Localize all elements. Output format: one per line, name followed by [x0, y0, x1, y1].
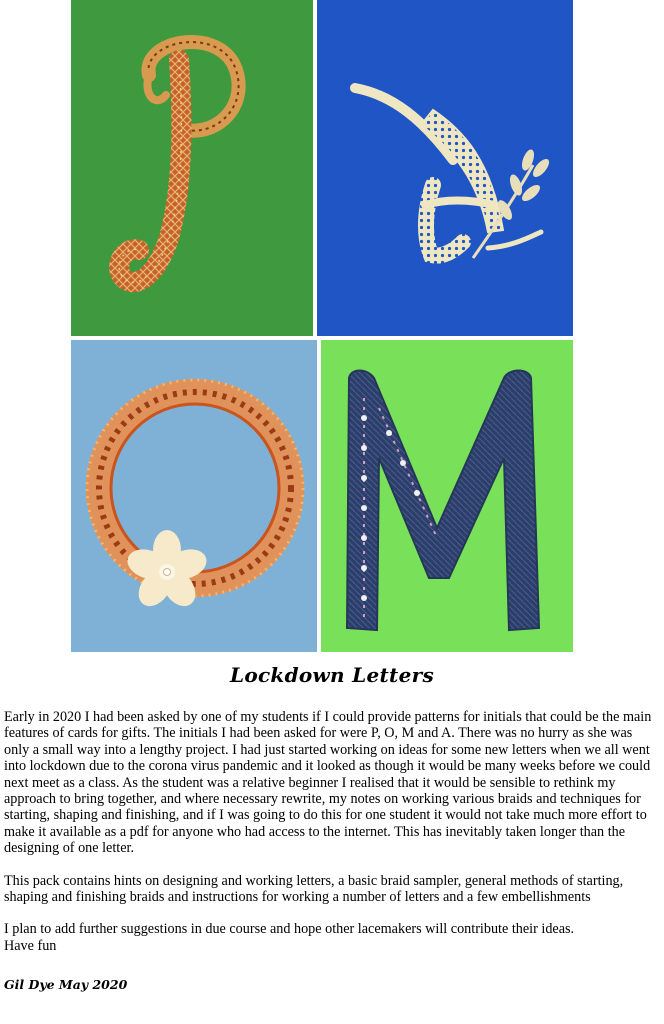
photo-divider [317, 338, 321, 652]
plans-paragraph: I plan to add further suggestions in due course and hope other lacemakers will contribute their ideas. [4, 921, 575, 938]
author-signature: Gil Dye May 2020 [4, 977, 128, 992]
photo-lace-letter-m [319, 338, 573, 652]
lace-letter-p-image [71, 0, 313, 338]
lace-letters-photo-grid [71, 0, 573, 652]
lace-letter-a-image [313, 0, 573, 338]
lace-letter-m-image [319, 338, 573, 652]
photo-divider [313, 0, 317, 338]
lace-letter-o-image [71, 338, 319, 652]
contents-paragraph: This pack contains hints on designing and working letters, a basic braid sampler, general methods of starting, shaping and finishing braids and instructions for working a number of letters and a few embellishments [4, 872, 624, 906]
closing-line: Have fun [4, 937, 57, 954]
photo-lace-letter-a [313, 0, 573, 338]
intro-text [4, 709, 660, 954]
page-title: Lockdown Letters [229, 663, 435, 687]
photo-lace-letter-o [71, 338, 319, 652]
intro-paragraph: Early in 2020 I had been asked by one of my students if I could provide patterns for initials that could be the main features of cards for gifts. The initials I had been asked for were P, O, M and A. There was no hurry as she was only a small way into a lengthy project. I had just started working on ideas for some new letters when we all went into lockdown due to the corona virus pandemic and it looked as though it would be many weeks before we could next meet as a class. As the student was a relative beginner I realised that it would be sensible to rethink my approach to bring together, and where necessary rewrite, my notes on working various braids and techniques for starting, shaping and finishing, and if I was going to do this for one student it would not take much more effort to make it available as a pdf for anyone who had access to the internet. This has inevitably taken longer than the designing of one letter. [4, 709, 652, 857]
photo-divider [71, 336, 573, 340]
photo-lace-letter-p [71, 0, 313, 338]
